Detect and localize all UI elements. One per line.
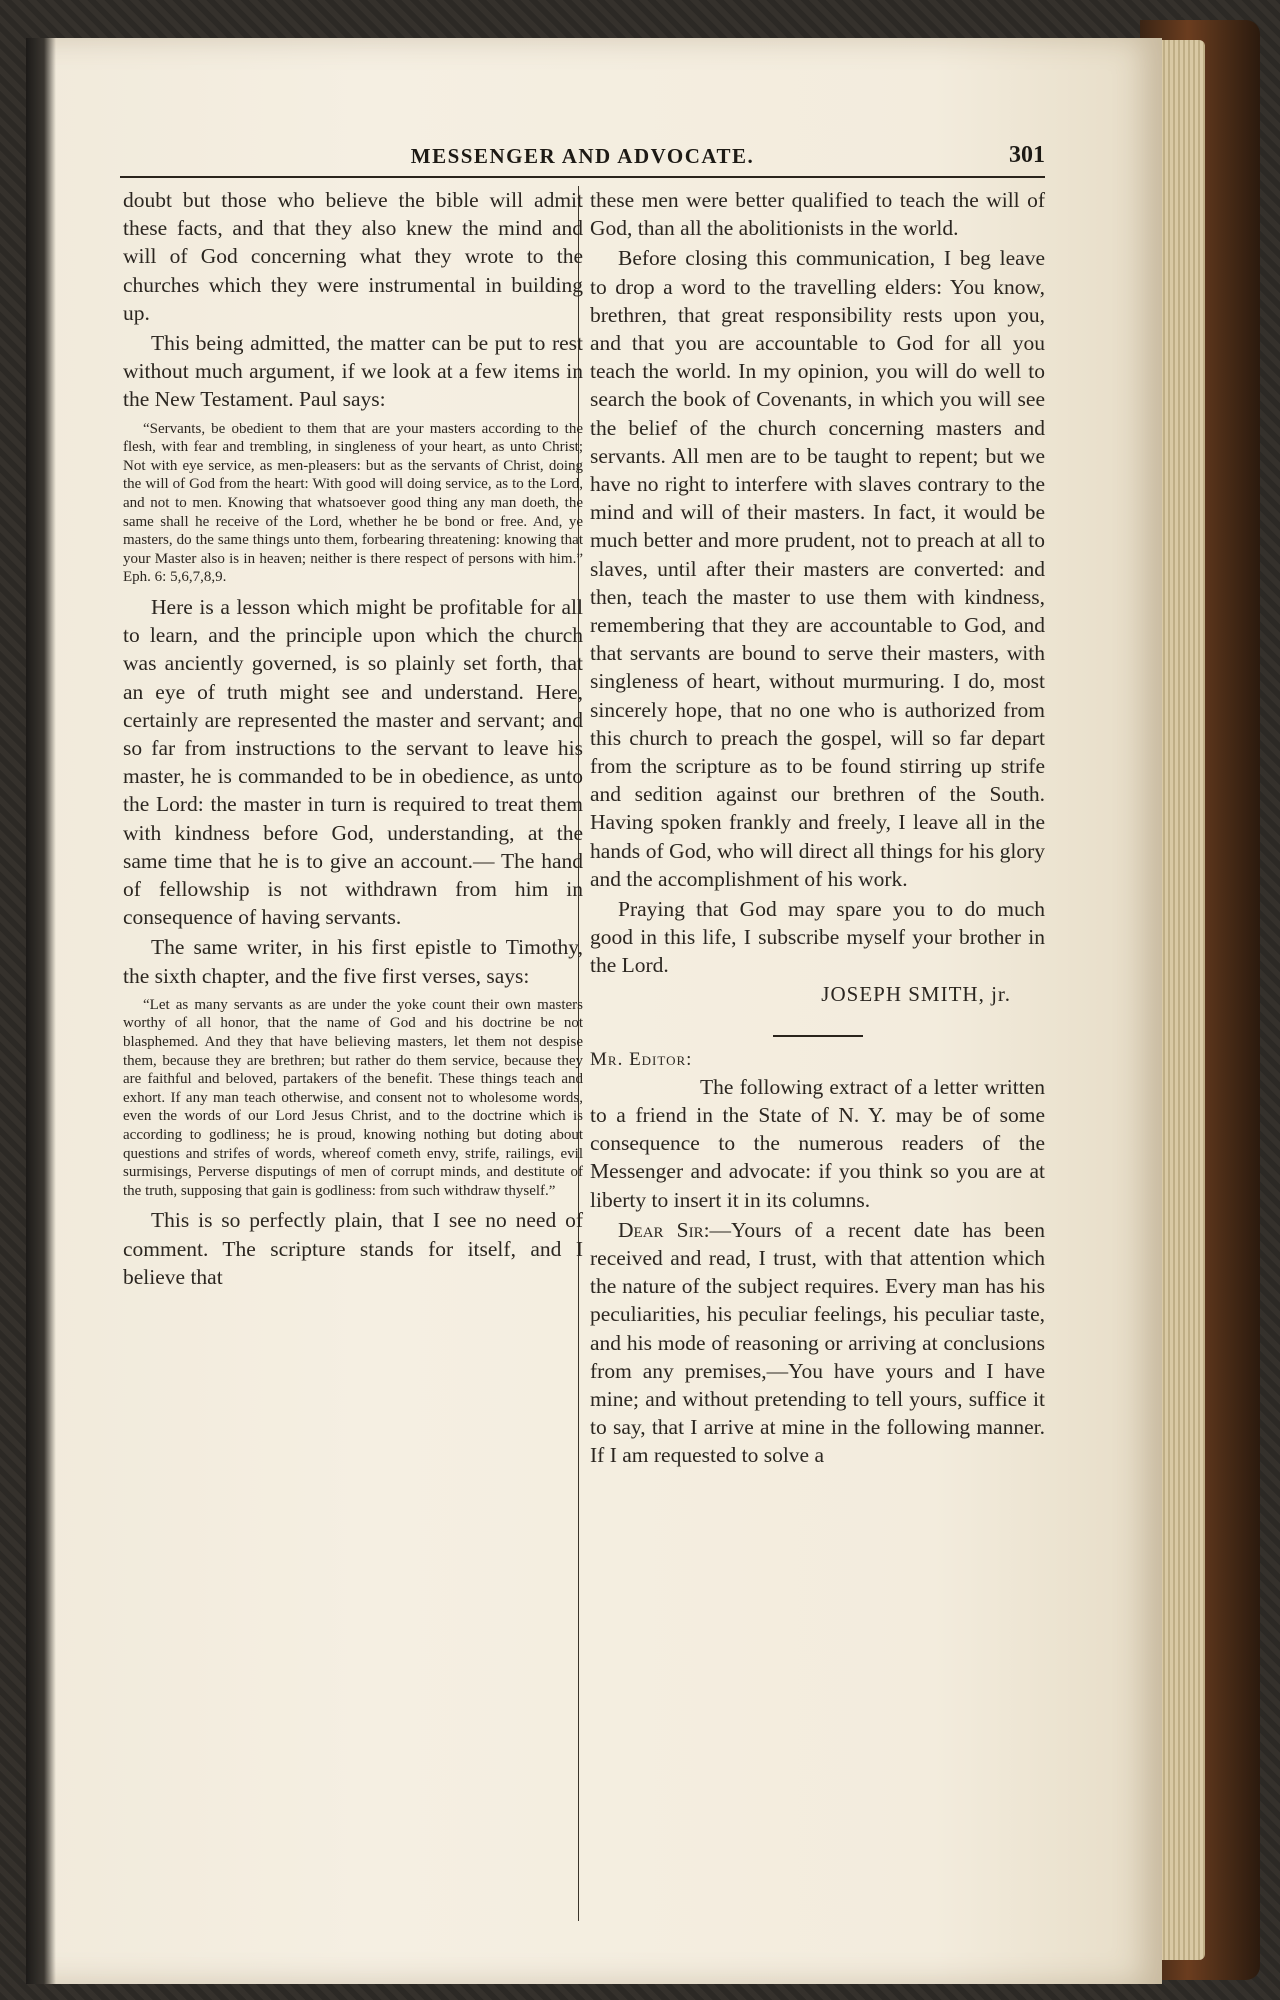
section-divider — [773, 1035, 863, 1037]
left-column — [123, 186, 583, 1293]
scripture-quote: “Servants, be obedient to them that are your masters according to the flesh, with fear and trembling, in singleness of your heart, as unto Christ; Not with eye service, as men-pleasers: but as the servants of Christ, doing the will of God from the heart: With good will doing service, as to the Lord, and not to men. Knowing that whatsoever good thing any man doeth, the same shall he receive of the Lord, whether he be bond or free. And, ye masters, do the same things unto them, forbearing threatening: knowing that your Master also is in heaven; neither is there respect of persons with him.” Eph. 6: 5,6,7,8,9. — [123, 420, 583, 586]
running-header — [120, 140, 1045, 178]
paragraph: Before closing this communication, I beg leave to drop a word to the travelling elders: You know, brethren, that great responsibility rests upon you, and that you are accountable to God for all you teach the world. In my opinion, you will do well to search the book of Covenants, in which you will see the belief of the church concerning masters and servants. All men are to be taught to repent; but we have no right to interfere with slaves contrary to the mind and will of their masters. In fact, it would be much better and more prudent, not to preach at all to slaves, until after their masters are converted: and then, teach the master to use them with kindness, remembering that they are accountable to God, and that servants are bound to serve their masters, with singleness of heart, without murmuring. I do, most sincerely hope, that no one who is authorized from this church to preach the gospel, will so far depart from the scripture as to be found stirring up strife and sedition against our brethren of the South. Having spoken frankly and freely, I leave all in the hands of God, who will direct all things for his glory and the accomplishment of his work. — [590, 246, 1045, 891]
paragraph: The following extract of a letter written to a friend in the State of N. Y. may be of some consequence to the numerous readers of the Messenger and advocate: if you think so you are at liberty to insert it in its columns. — [590, 1074, 1045, 1212]
paragraph: Praying that God may spare you to do much good in this life, I subscribe myself your brother in the Lord. — [590, 897, 1045, 978]
header-title: MESSENGER AND ADVOCATE. — [410, 144, 755, 168]
paragraph: The same writer, in his first epistle to Timothy, the sixth chapter, and the five first verses, says: — [123, 935, 583, 988]
salutation: Dear Sir: — [618, 1217, 710, 1242]
signature: JOSEPH SMITH, jr. — [821, 981, 1011, 1006]
paragraph: This being admitted, the matter can be put to rest without much argument, if we look at a few items in the New Testament. Paul says: — [123, 331, 583, 412]
letter-text: —Yours of a recent date has been received and read, I trust, with that attention which the nature of the subject requires. Every man has his peculiarities, his peculiar feelings, his peculiar taste, and his mode of reasoning or arriving at conclusions from any premises,—You have yours and I have mine; and without pretending to tell yours, suffice it to say, that I arrive at mine in the following manner. If I am requested to solve a — [590, 1217, 1045, 1468]
letter-address: Mr. Editor: — [590, 1048, 693, 1070]
paragraph: these men were better qualified to teach the will of God, than all the abolitionists in the world. — [590, 188, 1045, 241]
paragraph: Here is a lesson which might be profitable for all to learn, and the principle upon which the church was anciently governed, is so plainly set forth, that an eye of truth might see and understand. Here, certainly are represented the master and servant; and so far from instructions to the servant to leave his master, he is commanded to be in obedience, as unto the Lord: the master in turn is required to treat them with kindness before God, understanding, at the same time that he is to give an account.— The hand of fellowship is not withdrawn from him in consequence of having servants. — [123, 594, 583, 930]
paragraph: doubt but those who believe the bible will admit these facts, and that they also knew the mind and will of God concerning what they wrote to the churches which they were instrumental in building up. — [123, 188, 583, 325]
scripture-quote: “Let as many servants as are under the yoke count their own masters worthy of all honor, that the name of God and his doctrine be not blasphemed. And they that have believing masters, let them not despise them, because they are brethren; but rather do them service, because they are faithful and beloved, partakers of the benefit. These things teach and exhort. If any man teach otherwise, and consent not to wholesome words, even the words of our Lord Jesus Christ, and to the doctrine which is according to godliness; he is proud, knowing nothing but doting about questions and strifes of words, whereof cometh envy, strife, railings, evil surmisings, Perverse disputings of men of corrupt minds, and destitute of the truth, supposing that gain is godliness: from such withdraw thyself.” — [123, 996, 583, 1199]
right-column — [590, 186, 1045, 1472]
paragraph: This is so perfectly plain, that I see no need of comment. The scripture stands for itself, and I believe that — [123, 1208, 583, 1289]
letter-opening — [590, 1216, 1045, 1470]
book-spine — [26, 38, 56, 1984]
page-number: 301 — [1009, 142, 1045, 168]
